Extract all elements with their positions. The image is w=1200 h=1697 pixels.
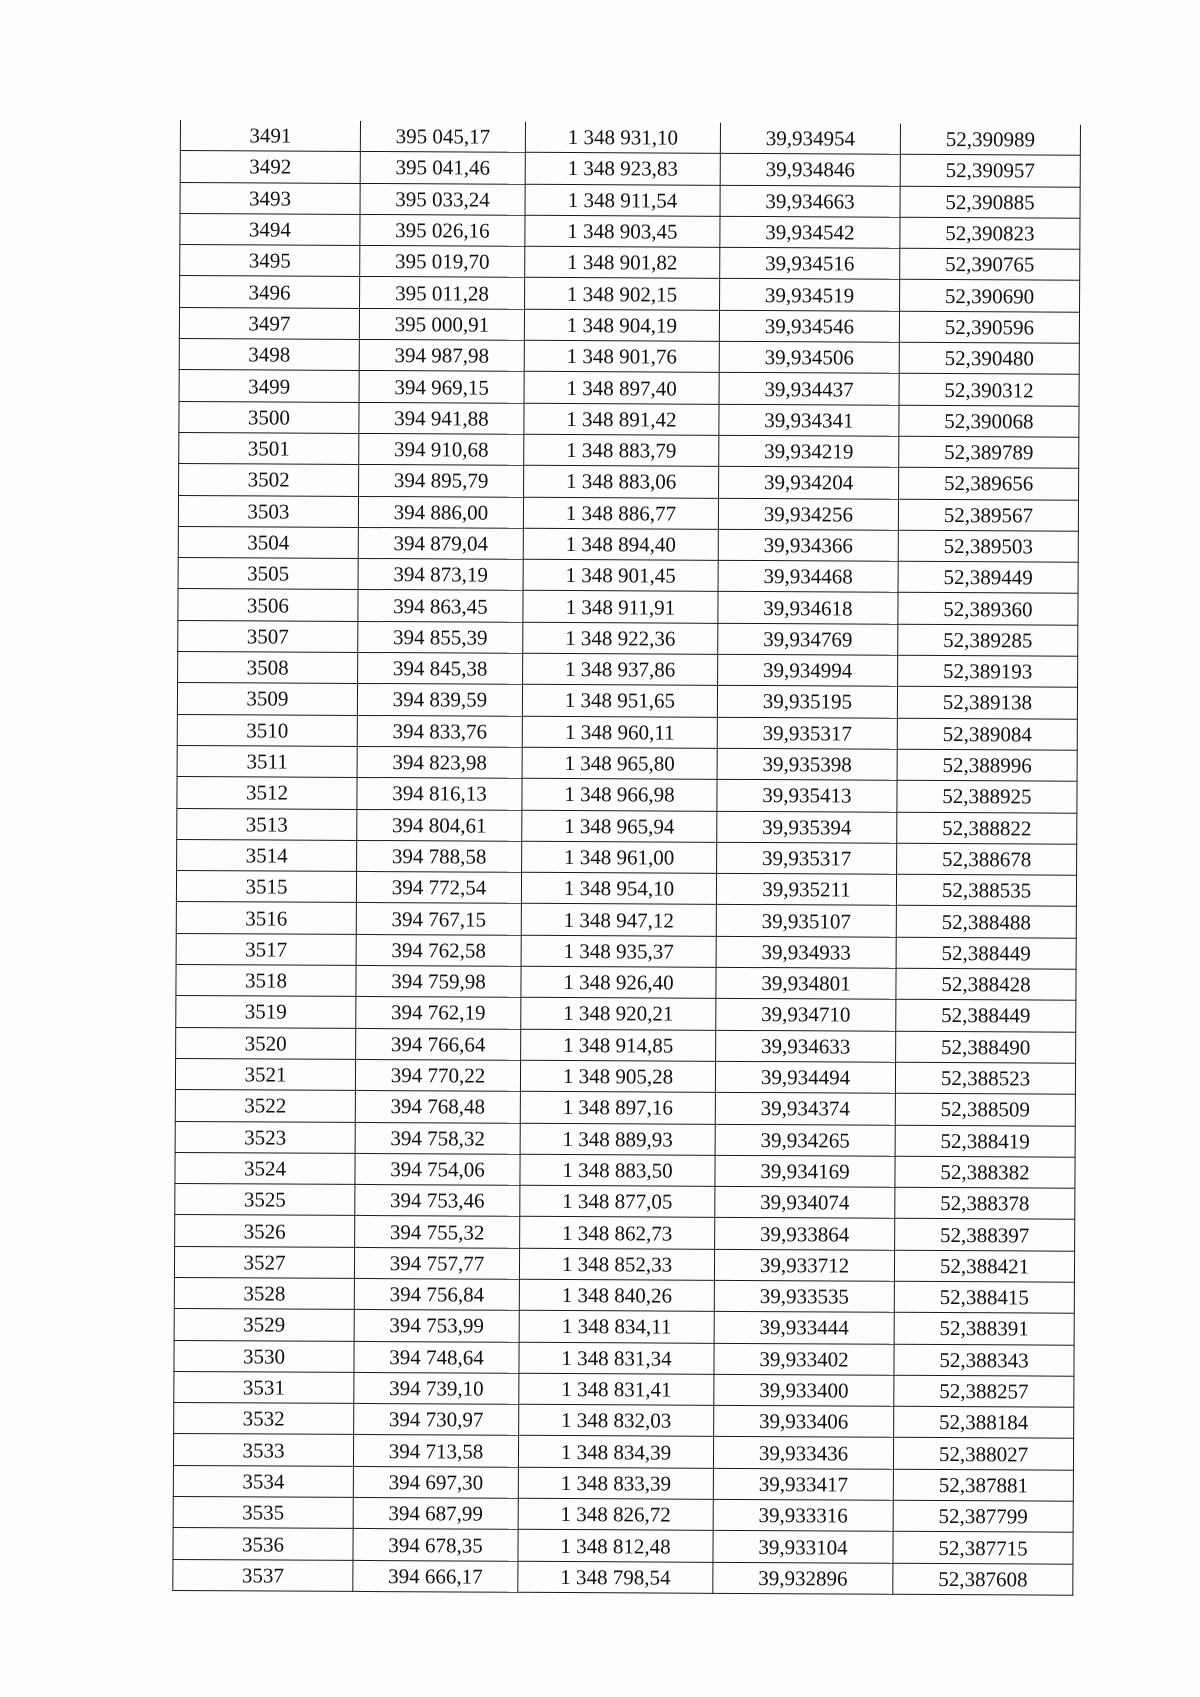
y-coordinate-cell: 1 348 897,40: [524, 372, 719, 404]
longitude-cell: 52,388419: [895, 1125, 1075, 1157]
point-number-cell: 3495: [180, 245, 360, 277]
latitude-cell: 39,934994: [718, 654, 898, 686]
x-coordinate-cell: 394 755,32: [355, 1216, 520, 1248]
y-coordinate-cell: 1 348 886,77: [523, 497, 718, 529]
y-coordinate-cell: 1 348 834,11: [519, 1311, 714, 1343]
y-coordinate-cell: 1 348 901,45: [523, 559, 718, 591]
table-row: [174, 1309, 1074, 1345]
x-coordinate-cell: 394 855,39: [358, 621, 523, 653]
latitude-cell: 39,934769: [718, 623, 898, 655]
latitude-cell: 39,934801: [716, 967, 896, 999]
table-row: [175, 1090, 1075, 1126]
y-coordinate-cell: 1 348 923,83: [525, 153, 720, 185]
latitude-cell: 39,933712: [714, 1249, 894, 1281]
x-coordinate-cell: 394 873,19: [358, 559, 523, 591]
coordinates-table: [172, 120, 1081, 1596]
latitude-cell: 39,934494: [715, 1061, 895, 1093]
x-coordinate-cell: 394 839,59: [357, 684, 522, 716]
y-coordinate-cell: 1 348 914,85: [521, 1029, 716, 1061]
table-row: [177, 808, 1077, 844]
latitude-cell: 39,933104: [713, 1531, 893, 1563]
x-coordinate-cell: 394 730,97: [354, 1404, 519, 1436]
latitude-cell: 39,933406: [714, 1405, 894, 1437]
x-coordinate-cell: 395 019,70: [360, 246, 525, 278]
latitude-cell: 39,933436: [713, 1437, 893, 1469]
y-coordinate-cell: 1 348 891,42: [524, 403, 719, 435]
point-number-cell: 3505: [178, 558, 358, 590]
latitude-cell: 39,935211: [716, 873, 896, 905]
longitude-cell: 52,390312: [899, 374, 1079, 406]
longitude-cell: 52,388535: [896, 874, 1076, 906]
x-coordinate-cell: 394 753,46: [355, 1185, 520, 1217]
latitude-cell: 39,934933: [716, 936, 896, 968]
point-number-cell: 3496: [180, 276, 360, 308]
longitude-cell: 52,390989: [900, 124, 1080, 156]
longitude-cell: 52,389360: [898, 593, 1078, 625]
latitude-cell: 39,935398: [717, 748, 897, 780]
table-row: [173, 1497, 1073, 1533]
table-row: [178, 620, 1078, 656]
x-coordinate-cell: 394 833,76: [357, 715, 522, 747]
longitude-cell: 52,389656: [899, 468, 1079, 500]
point-number-cell: 3493: [180, 182, 360, 214]
y-coordinate-cell: 1 348 901,82: [525, 246, 720, 278]
x-coordinate-cell: 394 941,88: [359, 402, 524, 434]
longitude-cell: 52,388421: [894, 1250, 1074, 1282]
y-coordinate-cell: 1 348 911,91: [523, 591, 718, 623]
table-row: [178, 495, 1078, 531]
longitude-cell: 52,387715: [893, 1532, 1073, 1564]
x-coordinate-cell: 394 713,58: [353, 1435, 518, 1467]
point-number-cell: 3523: [175, 1121, 355, 1153]
point-number-cell: 3534: [173, 1465, 353, 1497]
point-number-cell: 3508: [178, 652, 358, 684]
longitude-cell: 52,389789: [899, 436, 1079, 468]
table-row: [176, 965, 1076, 1001]
table-row: [173, 1465, 1073, 1501]
table-row: [180, 120, 1080, 156]
longitude-cell: 52,389193: [898, 655, 1078, 687]
longitude-cell: 52,388415: [894, 1281, 1074, 1313]
table-row: [178, 652, 1078, 688]
table-row: [176, 933, 1076, 969]
y-coordinate-cell: 1 348 954,10: [521, 872, 716, 904]
x-coordinate-cell: 395 011,28: [360, 277, 525, 309]
y-coordinate-cell: 1 348 889,93: [520, 1123, 715, 1155]
latitude-cell: 39,933400: [714, 1374, 894, 1406]
point-number-cell: 3524: [175, 1152, 355, 1184]
x-coordinate-cell: 394 816,13: [357, 778, 522, 810]
point-number-cell: 3511: [177, 745, 357, 777]
point-number-cell: 3537: [173, 1559, 353, 1591]
longitude-cell: 52,389285: [898, 624, 1078, 656]
point-number-cell: 3502: [179, 464, 359, 496]
y-coordinate-cell: 1 348 862,73: [520, 1217, 715, 1249]
longitude-cell: 52,388509: [895, 1093, 1075, 1125]
table-row: [176, 871, 1076, 907]
x-coordinate-cell: 394 697,30: [353, 1466, 518, 1498]
x-coordinate-cell: 394 879,04: [358, 527, 523, 559]
point-number-cell: 3513: [177, 808, 357, 840]
table-row: [178, 526, 1078, 562]
table-row: [179, 464, 1079, 500]
point-number-cell: 3533: [173, 1434, 353, 1466]
longitude-cell: 52,390823: [900, 217, 1080, 249]
table-row: [177, 745, 1077, 781]
x-coordinate-cell: 394 886,00: [358, 496, 523, 528]
latitude-cell: 39,935107: [716, 905, 896, 937]
y-coordinate-cell: 1 348 965,80: [522, 747, 717, 779]
latitude-cell: 39,934468: [718, 560, 898, 592]
table-row: [179, 432, 1079, 468]
y-coordinate-cell: 1 348 903,45: [525, 215, 720, 247]
y-coordinate-cell: 1 348 877,05: [520, 1185, 715, 1217]
x-coordinate-cell: 394 910,68: [359, 433, 524, 465]
x-coordinate-cell: 394 754,06: [355, 1153, 520, 1185]
y-coordinate-cell: 1 348 935,37: [521, 935, 716, 967]
table-row: [179, 339, 1079, 375]
longitude-cell: 52,387881: [893, 1469, 1073, 1501]
point-number-cell: 3503: [178, 495, 358, 527]
latitude-cell: 39,934341: [719, 404, 899, 436]
point-number-cell: 3517: [176, 933, 356, 965]
y-coordinate-cell: 1 348 902,15: [525, 278, 720, 310]
latitude-cell: 39,933402: [714, 1343, 894, 1375]
x-coordinate-cell: 394 767,15: [356, 903, 521, 935]
x-coordinate-cell: 394 687,99: [353, 1497, 518, 1529]
table-row: [177, 714, 1077, 750]
x-coordinate-cell: 394 766,64: [356, 1028, 521, 1060]
latitude-cell: 39,934169: [715, 1155, 895, 1187]
longitude-cell: 52,388996: [897, 749, 1077, 781]
latitude-cell: 39,933417: [713, 1468, 893, 1500]
point-number-cell: 3514: [177, 839, 357, 871]
x-coordinate-cell: 394 770,22: [355, 1059, 520, 1091]
x-coordinate-cell: 394 756,84: [354, 1278, 519, 1310]
point-number-cell: 3516: [176, 902, 356, 934]
table-row: [180, 276, 1080, 312]
y-coordinate-cell: 1 348 840,26: [519, 1279, 714, 1311]
latitude-cell: 39,934437: [719, 373, 899, 405]
point-number-cell: 3504: [178, 526, 358, 558]
x-coordinate-cell: 394 757,77: [354, 1247, 519, 1279]
point-number-cell: 3529: [174, 1309, 354, 1341]
coordinates-table-body: [173, 120, 1081, 1595]
table-row: [174, 1371, 1074, 1407]
y-coordinate-cell: 1 348 852,33: [519, 1248, 714, 1280]
point-number-cell: 3521: [175, 1058, 355, 1090]
y-coordinate-cell: 1 348 951,65: [522, 685, 717, 717]
table-row: [178, 589, 1078, 625]
longitude-cell: 52,389449: [898, 561, 1078, 593]
table-row: [175, 1184, 1075, 1220]
x-coordinate-cell: 394 788,58: [357, 840, 522, 872]
x-coordinate-cell: 394 753,99: [354, 1310, 519, 1342]
longitude-cell: 52,390596: [899, 311, 1079, 343]
table-row: [174, 1246, 1074, 1282]
x-coordinate-cell: 395 033,24: [360, 183, 525, 215]
longitude-cell: 52,388257: [894, 1375, 1074, 1407]
x-coordinate-cell: 394 678,35: [353, 1529, 518, 1561]
latitude-cell: 39,932896: [713, 1562, 893, 1594]
longitude-cell: 52,388391: [894, 1313, 1074, 1345]
x-coordinate-cell: 394 845,38: [358, 652, 523, 684]
latitude-cell: 39,934633: [716, 1030, 896, 1062]
point-number-cell: 3497: [179, 307, 359, 339]
point-number-cell: 3509: [177, 683, 357, 715]
point-number-cell: 3531: [174, 1371, 354, 1403]
table-row: [175, 1215, 1075, 1251]
x-coordinate-cell: 395 041,46: [360, 152, 525, 184]
y-coordinate-cell: 1 348 897,16: [520, 1091, 715, 1123]
latitude-cell: 39,934256: [718, 498, 898, 530]
y-coordinate-cell: 1 348 901,76: [524, 340, 719, 372]
y-coordinate-cell: 1 348 831,34: [519, 1342, 714, 1374]
table-row: [179, 370, 1079, 406]
longitude-cell: 52,390957: [900, 155, 1080, 187]
x-coordinate-cell: 394 895,79: [359, 465, 524, 497]
y-coordinate-cell: 1 348 798,54: [518, 1561, 713, 1593]
x-coordinate-cell: 394 969,15: [359, 371, 524, 403]
y-coordinate-cell: 1 348 931,10: [525, 122, 720, 154]
y-coordinate-cell: 1 348 905,28: [520, 1060, 715, 1092]
latitude-cell: 39,934618: [718, 592, 898, 624]
table-row: [179, 307, 1079, 343]
y-coordinate-cell: 1 348 961,00: [522, 841, 717, 873]
table-row: [178, 558, 1078, 594]
point-number-cell: 3491: [180, 120, 360, 152]
y-coordinate-cell: 1 348 965,94: [522, 810, 717, 842]
longitude-cell: 52,389084: [897, 718, 1077, 750]
x-coordinate-cell: 394 739,10: [354, 1372, 519, 1404]
latitude-cell: 39,934219: [719, 435, 899, 467]
longitude-cell: 52,388523: [895, 1062, 1075, 1094]
latitude-cell: 39,934954: [720, 123, 900, 155]
table-row: [177, 777, 1077, 813]
latitude-cell: 39,934516: [720, 248, 900, 280]
table-row: [180, 245, 1080, 281]
longitude-cell: 52,390480: [899, 342, 1079, 374]
point-number-cell: 3507: [178, 620, 358, 652]
point-number-cell: 3532: [174, 1403, 354, 1435]
table-row: [174, 1340, 1074, 1376]
latitude-cell: 39,934506: [719, 341, 899, 373]
y-coordinate-cell: 1 348 960,11: [522, 716, 717, 748]
longitude-cell: 52,387608: [893, 1563, 1073, 1595]
latitude-cell: 39,934519: [720, 279, 900, 311]
latitude-cell: 39,935317: [717, 717, 897, 749]
y-coordinate-cell: 1 348 894,40: [523, 528, 718, 560]
y-coordinate-cell: 1 348 966,98: [522, 779, 717, 811]
table-row: [177, 683, 1077, 719]
latitude-cell: 39,934265: [715, 1124, 895, 1156]
x-coordinate-cell: 394 863,45: [358, 590, 523, 622]
point-number-cell: 3518: [176, 965, 356, 997]
latitude-cell: 39,934710: [716, 999, 896, 1031]
table-row: [175, 1058, 1075, 1094]
longitude-cell: 52,389138: [897, 687, 1077, 719]
x-coordinate-cell: 394 823,98: [357, 746, 522, 778]
table-row: [173, 1559, 1073, 1595]
longitude-cell: 52,388490: [896, 1031, 1076, 1063]
latitude-cell: 39,935394: [717, 811, 897, 843]
point-number-cell: 3500: [179, 401, 359, 433]
y-coordinate-cell: 1 348 926,40: [521, 966, 716, 998]
point-number-cell: 3498: [179, 339, 359, 371]
longitude-cell: 52,390690: [900, 280, 1080, 312]
x-coordinate-cell: 394 758,32: [355, 1122, 520, 1154]
latitude-cell: 39,934546: [719, 310, 899, 342]
longitude-cell: 52,388449: [896, 1000, 1076, 1032]
table-row: [173, 1434, 1073, 1470]
latitude-cell: 39,935317: [717, 842, 897, 874]
y-coordinate-cell: 1 348 937,86: [523, 653, 718, 685]
longitude-cell: 52,388343: [894, 1344, 1074, 1376]
y-coordinate-cell: 1 348 922,36: [523, 622, 718, 654]
point-number-cell: 3528: [174, 1277, 354, 1309]
point-number-cell: 3512: [177, 777, 357, 809]
table-row: [180, 182, 1080, 218]
latitude-cell: 39,934374: [715, 1093, 895, 1125]
table-row: [180, 151, 1080, 187]
point-number-cell: 3530: [174, 1340, 354, 1372]
longitude-cell: 52,388184: [894, 1406, 1074, 1438]
y-coordinate-cell: 1 348 883,79: [524, 434, 719, 466]
longitude-cell: 52,387799: [893, 1500, 1073, 1532]
latitude-cell: 39,935195: [717, 686, 897, 718]
x-coordinate-cell: 394 804,61: [357, 809, 522, 841]
y-coordinate-cell: 1 348 883,50: [520, 1154, 715, 1186]
x-coordinate-cell: 394 666,17: [353, 1560, 518, 1592]
x-coordinate-cell: 394 762,58: [356, 934, 521, 966]
table-row: [177, 839, 1077, 875]
longitude-cell: 52,390765: [900, 248, 1080, 280]
longitude-cell: 52,388382: [895, 1156, 1075, 1188]
y-coordinate-cell: 1 348 831,41: [519, 1373, 714, 1405]
longitude-cell: 52,388488: [896, 906, 1076, 938]
longitude-cell: 52,388397: [895, 1219, 1075, 1251]
latitude-cell: 39,933535: [714, 1280, 894, 1312]
longitude-cell: 52,388822: [897, 812, 1077, 844]
longitude-cell: 52,388378: [895, 1187, 1075, 1219]
latitude-cell: 39,935413: [717, 780, 897, 812]
point-number-cell: 3492: [180, 151, 360, 183]
point-number-cell: 3536: [173, 1528, 353, 1560]
point-number-cell: 3535: [173, 1497, 353, 1529]
point-number-cell: 3515: [176, 871, 356, 903]
y-coordinate-cell: 1 348 911,54: [525, 184, 720, 216]
longitude-cell: 52,388428: [896, 968, 1076, 1000]
y-coordinate-cell: 1 348 826,72: [518, 1498, 713, 1530]
point-number-cell: 3510: [177, 714, 357, 746]
x-coordinate-cell: 394 768,48: [355, 1091, 520, 1123]
x-coordinate-cell: 395 026,16: [360, 214, 525, 246]
latitude-cell: 39,934366: [718, 529, 898, 561]
x-coordinate-cell: 394 759,98: [356, 965, 521, 997]
point-number-cell: 3525: [175, 1184, 355, 1216]
point-number-cell: 3526: [175, 1215, 355, 1247]
latitude-cell: 39,934204: [719, 467, 899, 499]
point-number-cell: 3527: [174, 1246, 354, 1278]
x-coordinate-cell: 395 000,91: [359, 308, 524, 340]
point-number-cell: 3494: [180, 213, 360, 245]
point-number-cell: 3522: [175, 1090, 355, 1122]
table-row: [179, 401, 1079, 437]
y-coordinate-cell: 1 348 947,12: [521, 904, 716, 936]
longitude-cell: 52,388027: [893, 1438, 1073, 1470]
y-coordinate-cell: 1 348 920,21: [521, 998, 716, 1030]
x-coordinate-cell: 394 772,54: [356, 872, 521, 904]
x-coordinate-cell: 394 762,19: [356, 997, 521, 1029]
longitude-cell: 52,390885: [900, 186, 1080, 218]
longitude-cell: 52,389503: [898, 530, 1078, 562]
table-row: [176, 996, 1076, 1032]
table-row: [176, 902, 1076, 938]
y-coordinate-cell: 1 348 883,06: [524, 466, 719, 498]
y-coordinate-cell: 1 348 832,03: [519, 1404, 714, 1436]
longitude-cell: 52,388449: [896, 937, 1076, 969]
longitude-cell: 52,388678: [897, 843, 1077, 875]
table-row: [176, 1027, 1076, 1063]
longitude-cell: 52,389567: [898, 499, 1078, 531]
longitude-cell: 52,390068: [899, 405, 1079, 437]
y-coordinate-cell: 1 348 812,48: [518, 1530, 713, 1562]
longitude-cell: 52,388925: [897, 780, 1077, 812]
x-coordinate-cell: 394 748,64: [354, 1341, 519, 1373]
latitude-cell: 39,933316: [713, 1499, 893, 1531]
table-row: [173, 1528, 1073, 1564]
x-coordinate-cell: 394 987,98: [359, 340, 524, 372]
table-row: [174, 1403, 1074, 1439]
latitude-cell: 39,933444: [714, 1312, 894, 1344]
latitude-cell: 39,933864: [715, 1218, 895, 1250]
table-row: [175, 1121, 1075, 1157]
latitude-cell: 39,934663: [720, 185, 900, 217]
point-number-cell: 3520: [176, 1027, 356, 1059]
latitude-cell: 39,934846: [720, 154, 900, 186]
point-number-cell: 3519: [176, 996, 356, 1028]
table-row: [175, 1152, 1075, 1188]
table-row: [180, 213, 1080, 249]
y-coordinate-cell: 1 348 833,39: [518, 1467, 713, 1499]
y-coordinate-cell: 1 348 904,19: [524, 309, 719, 341]
y-coordinate-cell: 1 348 834,39: [518, 1436, 713, 1468]
point-number-cell: 3499: [179, 370, 359, 402]
x-coordinate-cell: 395 045,17: [360, 121, 525, 153]
point-number-cell: 3506: [178, 589, 358, 621]
latitude-cell: 39,934074: [715, 1186, 895, 1218]
latitude-cell: 39,934542: [720, 216, 900, 248]
table-row: [174, 1277, 1074, 1313]
point-number-cell: 3501: [179, 432, 359, 464]
